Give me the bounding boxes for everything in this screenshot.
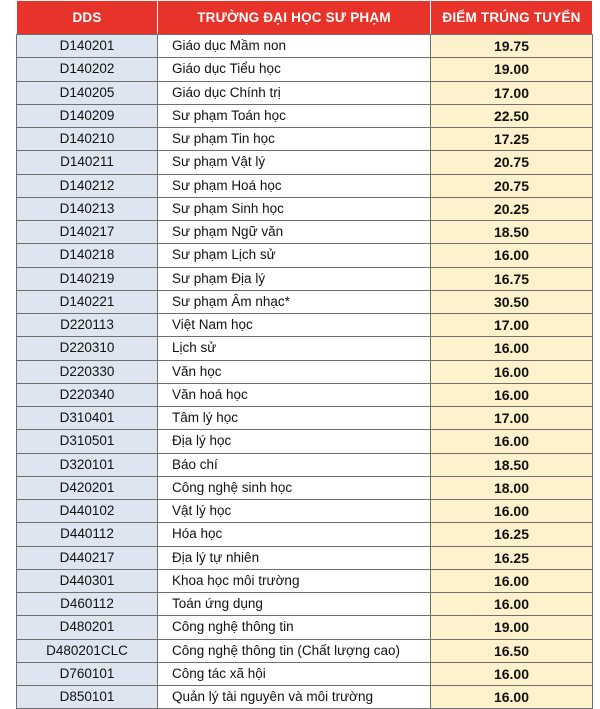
header-code: DDS bbox=[17, 1, 158, 35]
program-code-cell: D850101 bbox=[17, 686, 158, 709]
program-code-cell: D440217 bbox=[17, 546, 158, 569]
admission-score-cell: 30.50 bbox=[431, 290, 593, 313]
program-name-cell: Giáo dục Chính trị bbox=[158, 81, 431, 104]
admission-score-cell: 16.00 bbox=[431, 569, 593, 592]
table-row bbox=[17, 221, 593, 244]
program-name-cell: Sư phạm Lịch sử bbox=[158, 244, 431, 267]
program-name-cell: Văn học bbox=[158, 360, 431, 383]
program-name-cell: Việt Nam học bbox=[158, 314, 431, 337]
admission-score-cell: 16.25 bbox=[431, 523, 593, 546]
program-code-cell: D220330 bbox=[17, 360, 158, 383]
program-name-cell: Sư phạm Âm nhạc* bbox=[158, 290, 431, 313]
program-code-cell: D420201 bbox=[17, 476, 158, 499]
program-code-cell: D140219 bbox=[17, 267, 158, 290]
table-row bbox=[17, 523, 593, 546]
admission-score-cell: 16.00 bbox=[431, 360, 593, 383]
program-code-cell: D140213 bbox=[17, 197, 158, 220]
program-code-cell: D140217 bbox=[17, 221, 158, 244]
program-name-cell: Văn hoá học bbox=[158, 383, 431, 406]
program-name-cell: Vật lý học bbox=[158, 500, 431, 523]
admission-score-cell: 16.25 bbox=[431, 546, 593, 569]
table-row bbox=[17, 360, 593, 383]
table-row bbox=[17, 244, 593, 267]
program-code-cell: D220340 bbox=[17, 383, 158, 406]
program-name-cell: Sư phạm Địa lý bbox=[158, 267, 431, 290]
program-name-cell: Sư phạm Tin học bbox=[158, 128, 431, 151]
admission-score-cell: 16.50 bbox=[431, 639, 593, 662]
table-row bbox=[17, 35, 593, 58]
admission-score-cell: 16.00 bbox=[431, 244, 593, 267]
admission-score-cell: 17.00 bbox=[431, 407, 593, 430]
admission-score-cell: 20.75 bbox=[431, 151, 593, 174]
table-row bbox=[17, 686, 593, 709]
table-row bbox=[17, 267, 593, 290]
table-row bbox=[17, 662, 593, 685]
table-row bbox=[17, 58, 593, 81]
admission-score-cell: 20.75 bbox=[431, 174, 593, 197]
program-code-cell: D480201CLC bbox=[17, 639, 158, 662]
table-row bbox=[17, 197, 593, 220]
admission-score-cell: 17.00 bbox=[431, 81, 593, 104]
program-code-cell: D760101 bbox=[17, 662, 158, 685]
program-name-cell: Sư phạm Vật lý bbox=[158, 151, 431, 174]
program-name-cell: Toán ứng dụng bbox=[158, 593, 431, 616]
admission-score-cell: 16.00 bbox=[431, 383, 593, 406]
program-name-cell: Công tác xã hội bbox=[158, 662, 431, 685]
table-row bbox=[17, 174, 593, 197]
table-body bbox=[17, 35, 593, 709]
program-code-cell: D320101 bbox=[17, 453, 158, 476]
program-name-cell: Hóa học bbox=[158, 523, 431, 546]
admission-score-cell: 16.00 bbox=[431, 593, 593, 616]
table-row bbox=[17, 128, 593, 151]
table-row bbox=[17, 453, 593, 476]
admission-score-cell: 19.75 bbox=[431, 35, 593, 58]
program-code-cell: D140209 bbox=[17, 104, 158, 127]
program-code-cell: D440112 bbox=[17, 523, 158, 546]
program-code-cell: D440301 bbox=[17, 569, 158, 592]
table-row bbox=[17, 290, 593, 313]
program-code-cell: D220113 bbox=[17, 314, 158, 337]
program-name-cell: Sư phạm Ngữ văn bbox=[158, 221, 431, 244]
program-name-cell: Công nghệ thông tin (Chất lượng cao) bbox=[158, 639, 431, 662]
table-row bbox=[17, 81, 593, 104]
admission-score-cell: 22.50 bbox=[431, 104, 593, 127]
table-row bbox=[17, 151, 593, 174]
program-name-cell: Tâm lý học bbox=[158, 407, 431, 430]
program-name-cell: Sư phạm Hoá học bbox=[158, 174, 431, 197]
admission-score-cell: 16.00 bbox=[431, 662, 593, 685]
admission-score-cell: 16.00 bbox=[431, 337, 593, 360]
admission-score-cell: 20.25 bbox=[431, 197, 593, 220]
admission-score-cell: 17.00 bbox=[431, 314, 593, 337]
program-code-cell: D140212 bbox=[17, 174, 158, 197]
program-name-cell: Khoa học môi trường bbox=[158, 569, 431, 592]
program-code-cell: D140221 bbox=[17, 290, 158, 313]
admission-score-cell: 16.00 bbox=[431, 686, 593, 709]
admission-score-cell: 18.00 bbox=[431, 476, 593, 499]
program-name-cell: Công nghệ sinh học bbox=[158, 476, 431, 499]
table-row bbox=[17, 569, 593, 592]
program-code-cell: D460112 bbox=[17, 593, 158, 616]
admission-score-cell: 16.75 bbox=[431, 267, 593, 290]
program-code-cell: D140210 bbox=[17, 128, 158, 151]
program-code-cell: D310401 bbox=[17, 407, 158, 430]
program-name-cell: Quản lý tài nguyên và môi trường bbox=[158, 686, 431, 709]
admission-score-table bbox=[16, 0, 593, 709]
table-row bbox=[17, 616, 593, 639]
header-admission-score: ĐIỂM TRÚNG TUYỂN bbox=[431, 1, 593, 35]
admission-score-cell: 18.50 bbox=[431, 453, 593, 476]
header-program-name: TRƯỜNG ĐẠI HỌC SƯ PHẠM bbox=[158, 1, 431, 35]
table-row bbox=[17, 337, 593, 360]
program-code-cell: D140201 bbox=[17, 35, 158, 58]
admission-score-cell: 16.00 bbox=[431, 500, 593, 523]
table-row bbox=[17, 383, 593, 406]
table-row bbox=[17, 500, 593, 523]
admission-score-cell: 18.50 bbox=[431, 221, 593, 244]
table-row bbox=[17, 476, 593, 499]
program-name-cell: Giáo dục Mầm non bbox=[158, 35, 431, 58]
program-name-cell: Giáo dục Tiểu học bbox=[158, 58, 431, 81]
table-row bbox=[17, 314, 593, 337]
admission-score-cell: 17.25 bbox=[431, 128, 593, 151]
program-name-cell: Công nghệ thông tin bbox=[158, 616, 431, 639]
admission-score-cell: 19.00 bbox=[431, 58, 593, 81]
program-code-cell: D480201 bbox=[17, 616, 158, 639]
admission-score-cell: 16.00 bbox=[431, 430, 593, 453]
program-name-cell: Địa lý tự nhiên bbox=[158, 546, 431, 569]
program-code-cell: D140202 bbox=[17, 58, 158, 81]
program-name-cell: Địa lý học bbox=[158, 430, 431, 453]
program-code-cell: D220310 bbox=[17, 337, 158, 360]
program-name-cell: Sư phạm Sinh học bbox=[158, 197, 431, 220]
program-code-cell: D140211 bbox=[17, 151, 158, 174]
admission-score-cell: 19.00 bbox=[431, 616, 593, 639]
program-code-cell: D440102 bbox=[17, 500, 158, 523]
program-code-cell: D310501 bbox=[17, 430, 158, 453]
table-header-row bbox=[17, 1, 593, 35]
program-name-cell: Sư phạm Toán học bbox=[158, 104, 431, 127]
table-row bbox=[17, 546, 593, 569]
table-row bbox=[17, 407, 593, 430]
program-code-cell: D140218 bbox=[17, 244, 158, 267]
program-name-cell: Báo chí bbox=[158, 453, 431, 476]
table-row bbox=[17, 593, 593, 616]
program-name-cell: Lịch sử bbox=[158, 337, 431, 360]
program-code-cell: D140205 bbox=[17, 81, 158, 104]
table-row bbox=[17, 430, 593, 453]
table-row bbox=[17, 639, 593, 662]
table-row bbox=[17, 104, 593, 127]
